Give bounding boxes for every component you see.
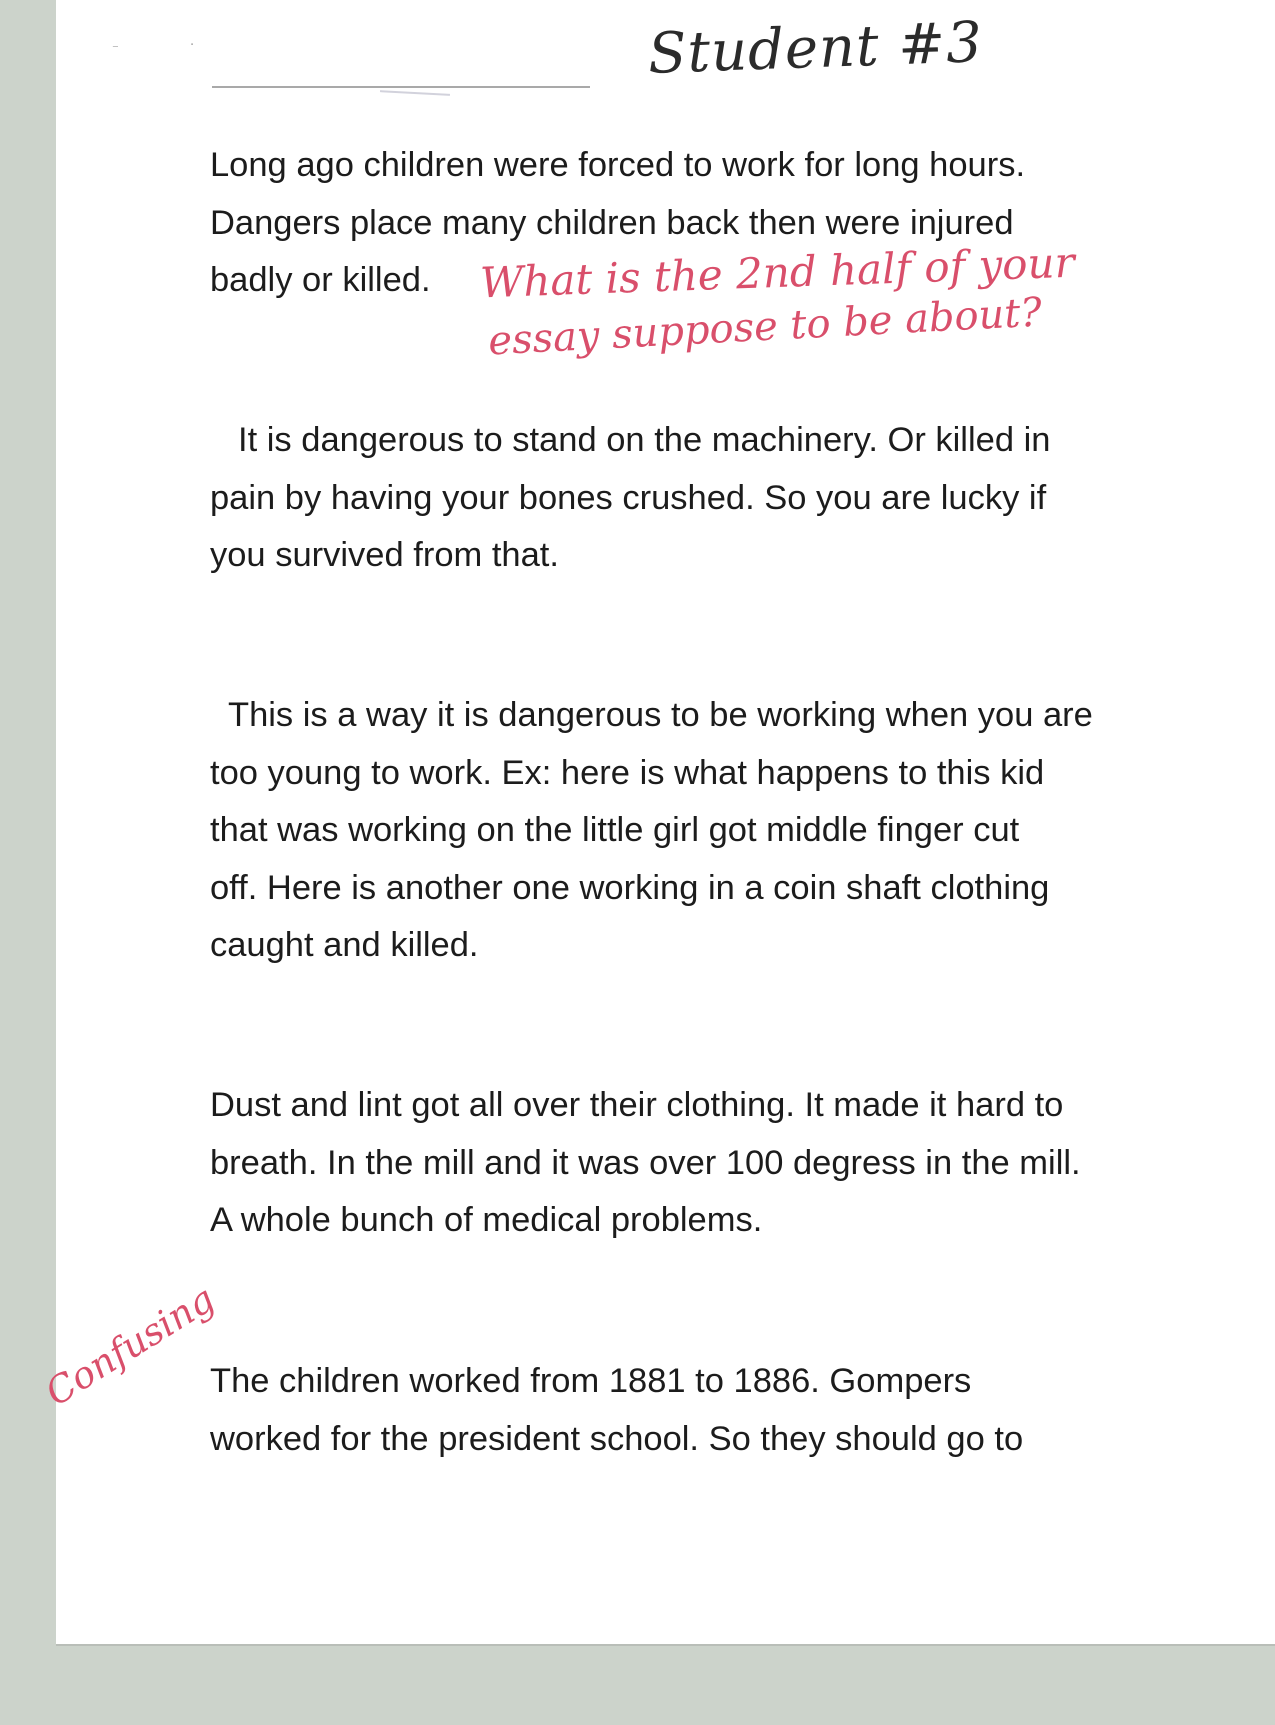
paragraph-4	[210, 1077, 1081, 1250]
teacher-comment-line-2: essay suppose to be about?	[487, 289, 1043, 365]
student-label: Student #3	[646, 10, 984, 87]
paragraph-2	[210, 412, 1050, 585]
paragraph-line: worked for the president school. So they should go to	[210, 1419, 1024, 1458]
paragraph-line: that was working on the little girl got middle finger cut	[210, 811, 1020, 849]
paragraph-line: Dangers place many children back then were injured	[210, 203, 1014, 242]
name-line	[212, 86, 590, 88]
scan-speck: ⁻	[112, 42, 119, 57]
paragraph-line: This is a way it is dangerous to be working when you are	[228, 696, 1093, 734]
paragraph-line: breath. In the mill and it was over 100 degress in the mill.	[210, 1143, 1081, 1182]
paragraph-line: A whole bunch of medical problems.	[210, 1201, 763, 1239]
margin-note-confusing: Confusing	[38, 1277, 223, 1415]
paragraph-line: too young to work. Ex: here is what happens to this kid	[210, 753, 1045, 792]
paragraph-5	[210, 1353, 1023, 1468]
teacher-comment-line-1: What is the 2nd half of your	[479, 237, 1076, 308]
paragraph-line: badly or killed.	[210, 261, 431, 299]
paragraph-line: It is dangerous to stand on the machinery. Or killed in	[238, 421, 1051, 459]
paragraph-line: The children worked from 1881 to 1886. Gompers	[210, 1362, 972, 1400]
paragraph-3	[210, 687, 1093, 975]
paragraph-line: off. Here is another one working in a coin shaft clothing	[210, 868, 1050, 907]
paragraph-line: caught and killed.	[210, 926, 479, 964]
scan-speck: ·	[190, 38, 195, 53]
paragraph-line: Long ago children were forced to work for long hours.	[210, 146, 1026, 184]
paragraph-line: you survived from that.	[210, 536, 559, 574]
paragraph-line: pain by having your bones crushed. So you are lucky if	[210, 478, 1047, 517]
paragraph-line: Dust and lint got all over their clothing. It made it hard to	[210, 1086, 1064, 1124]
